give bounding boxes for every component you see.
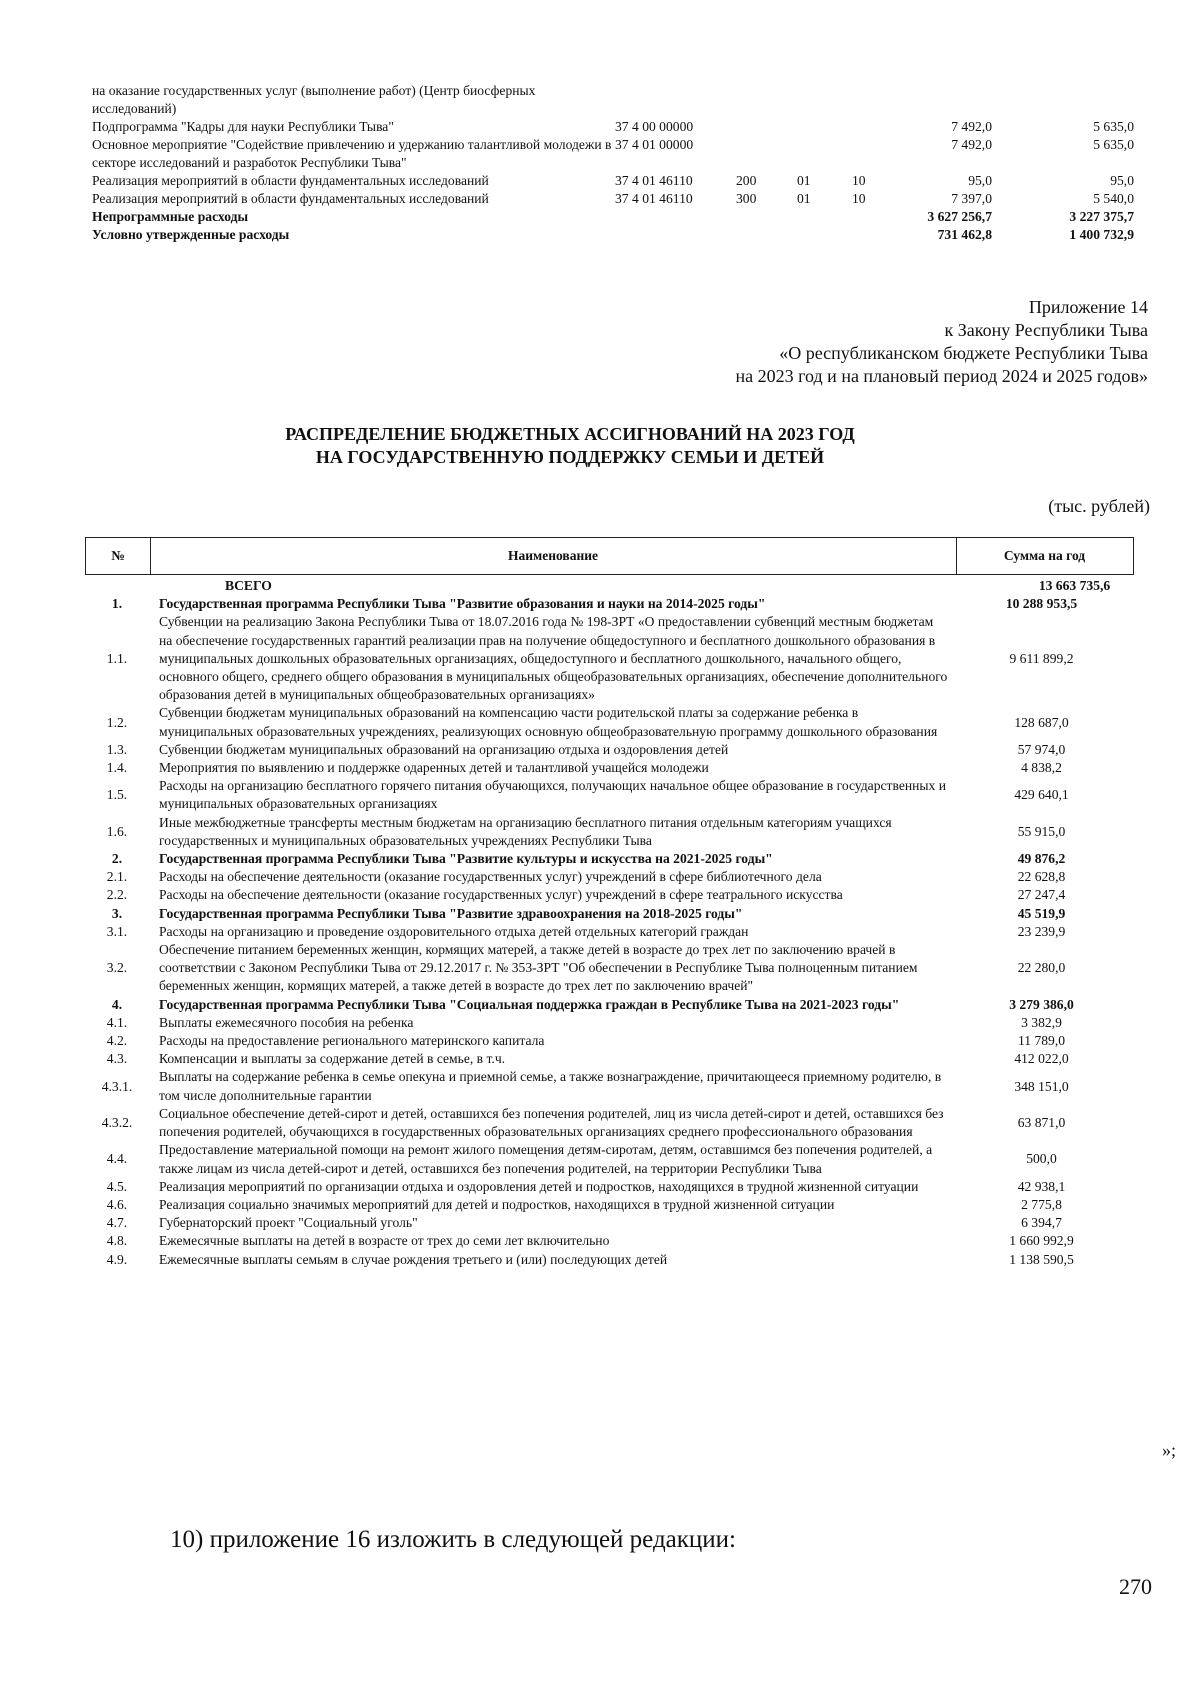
row-pr: 10 bbox=[852, 173, 866, 188]
table-row bbox=[85, 1232, 1134, 1250]
row-name: на оказание государственных услуг (выполнение работ) (Центр биосферных исследований) bbox=[92, 83, 536, 116]
row-amount-2025: 95,0 bbox=[1110, 173, 1134, 188]
header-name: Наименование bbox=[150, 538, 957, 574]
row-amount-2025: 5 635,0 bbox=[1093, 119, 1134, 134]
table-row bbox=[85, 1068, 1134, 1104]
row-name: Расходы на предоставление регионального материнского капитала bbox=[159, 1033, 545, 1049]
row-number bbox=[85, 577, 149, 595]
row-sum: 23 239,9 bbox=[1017, 923, 1066, 939]
continuation-row bbox=[92, 172, 1152, 190]
table-row bbox=[85, 868, 1134, 886]
header-sum: Сумма на год bbox=[1003, 548, 1086, 563]
table-row bbox=[85, 814, 1134, 850]
appendix-line-1: Приложение 14 bbox=[1028, 297, 1148, 317]
row-sum: 2 775,8 bbox=[1021, 1196, 1062, 1212]
row-name: Мероприятия по выявлению и поддержке одаренных детей и талантливой учащейся молодежи bbox=[159, 760, 709, 776]
table-row bbox=[85, 759, 1134, 777]
row-code: 37 4 01 46110 bbox=[615, 191, 693, 206]
row-number: 4.3. bbox=[106, 1051, 128, 1067]
row-sum: 13 663 735,6 bbox=[1038, 578, 1111, 593]
appendix-line-2: к Закону Республики Тыва bbox=[944, 320, 1148, 340]
row-name: Подпрограмма "Кадры для науки Республики Тыва" bbox=[92, 119, 394, 134]
row-number: 4.9. bbox=[106, 1251, 128, 1267]
row-vr: 300 bbox=[736, 191, 757, 206]
row-amount-2025: 5 540,0 bbox=[1093, 191, 1134, 206]
continuation-table bbox=[92, 82, 1152, 244]
row-code: 37 4 00 00000 bbox=[615, 119, 694, 134]
page-number: 270 bbox=[1119, 1574, 1152, 1599]
row-sum: 412 022,0 bbox=[1014, 1051, 1069, 1067]
units-label: (тыс. рублей) bbox=[1048, 496, 1150, 516]
row-rz: 01 bbox=[797, 173, 811, 188]
row-sum: 22 628,8 bbox=[1017, 869, 1066, 885]
table-row bbox=[85, 1050, 1134, 1068]
continuation-row bbox=[92, 190, 1152, 208]
row-amount-2025: 5 635,0 bbox=[1093, 137, 1134, 152]
row-sum: 1 138 590,5 bbox=[1009, 1251, 1074, 1267]
row-rz: 01 bbox=[797, 191, 811, 206]
row-sum: 11 789,0 bbox=[1017, 1033, 1066, 1049]
row-number: 3. bbox=[111, 905, 123, 921]
row-number: 2.2. bbox=[106, 887, 128, 903]
row-name: Компенсации и выплаты за содержание детей в семье, в т.ч. bbox=[159, 1051, 506, 1067]
table-row bbox=[85, 704, 1134, 740]
row-sum: 57 974,0 bbox=[1017, 741, 1066, 757]
continuation-row bbox=[92, 118, 1152, 136]
row-name: Предоставление материальной помощи на ремонт жилого помещения детям-сиротам, детям, оставшимся без попечения родителей, а также лицам из числа детей-сирот и детей, оставшихся без попечения родителей, на территории Республики Тыва bbox=[159, 1142, 933, 1176]
table-header bbox=[85, 537, 1134, 575]
row-number: 1.3. bbox=[106, 741, 128, 757]
table-row bbox=[85, 1014, 1134, 1032]
row-name: Реализация мероприятий в области фундаментальных исследований bbox=[92, 191, 489, 206]
row-amount-2025: 3 227 375,7 bbox=[1069, 209, 1134, 224]
table-row bbox=[85, 905, 1134, 923]
row-name: Выплаты ежемесячного пособия на ребенка bbox=[159, 1014, 414, 1030]
row-number: 1.6. bbox=[106, 823, 128, 839]
row-amount-2024: 3 627 256,7 bbox=[927, 209, 992, 224]
row-name: Социальное обеспечение детей-сирот и детей, оставшихся без попечения родителей, лиц из числа детей-сирот и детей, оставшихся без попечения родителей, обучающихся в государственных образовательных организациях среднего профессионального образования bbox=[159, 1105, 944, 1140]
table-row bbox=[85, 941, 1134, 996]
table-row bbox=[85, 1141, 1134, 1177]
row-vr: 200 bbox=[736, 173, 757, 188]
row-amount-2024: 7 397,0 bbox=[951, 191, 992, 206]
row-number: 4.8. bbox=[106, 1233, 128, 1249]
document-title-line-1: РАСПРЕДЕЛЕНИЕ БЮДЖЕТНЫХ АССИГНОВАНИЙ НА 2023 ГОД bbox=[285, 424, 855, 444]
continuation-row bbox=[92, 136, 1152, 172]
row-name: Субвенции на реализацию Закона Республики Тыва от 18.07.2016 года № 198-ЗРТ «О предоставлении субвенций местным бюджетам на обеспечение государственных гарантий реализации прав на получение общедоступного и бесплатного дошкольного образования в муниципальных дошкольных образовательных организациях, общедоступного и бесплатного дошкольного, начального общего, основного общего, среднего общего образования в муниципальных общеобразовательных организациях, обеспечение дополнительного образования детей в муниципальных общеобразовательных организациях» bbox=[159, 614, 948, 703]
row-number: 4.6. bbox=[106, 1196, 128, 1212]
table-row bbox=[85, 850, 1134, 868]
row-sum: 348 151,0 bbox=[1014, 1078, 1069, 1094]
row-number: 4.2. bbox=[106, 1033, 128, 1049]
row-number: 1.2. bbox=[106, 714, 128, 730]
table-row bbox=[85, 1196, 1134, 1214]
row-number: 4.1. bbox=[106, 1014, 128, 1030]
document-title-line-2: НА ГОСУДАРСТВЕННУЮ ПОДДЕРЖКУ СЕМЬИ И ДЕТЕЙ bbox=[315, 447, 825, 467]
row-name: Непрограммные расходы bbox=[92, 209, 249, 224]
row-name: Государственная программа Республики Тыва "Развитие образования и науки на 2014-2025 годы" bbox=[159, 596, 766, 612]
table-row bbox=[85, 886, 1134, 904]
table-row bbox=[85, 923, 1134, 941]
row-number: 4.5. bbox=[106, 1178, 128, 1194]
row-name: Государственная программа Республики Тыва "Развитие культуры и искусства на 2021-2025 годы" bbox=[159, 851, 773, 867]
row-sum: 9 611 899,2 bbox=[1009, 650, 1074, 666]
row-sum: 49 876,2 bbox=[1017, 851, 1066, 867]
row-sum: 3 382,9 bbox=[1021, 1014, 1062, 1030]
row-number: 1.5. bbox=[106, 787, 128, 803]
continuation-row bbox=[92, 82, 1152, 118]
appendix-header bbox=[588, 296, 1148, 388]
row-name: Губернаторский проект "Социальный уголь" bbox=[159, 1215, 418, 1231]
row-sum: 27 247,4 bbox=[1017, 887, 1066, 903]
row-name: Условно утвержденные расходы bbox=[92, 227, 290, 242]
row-number: 4.3.2. bbox=[101, 1114, 133, 1130]
row-code: 37 4 01 00000 bbox=[615, 137, 694, 152]
row-amount-2024: 731 462,8 bbox=[937, 227, 992, 242]
row-name: Обеспечение питанием беременных женщин, кормящих матерей, а также детей в возрасте до трех лет по заключению врачей в соответствии с Законом Республики Тыва от 29.12.2017 г. № 353-ЗРТ "Об обеспечении в Республике Тыва полноценным питанием беременных женщин, кормящих матерей, а также детей в возрасте до трех лет по заключению врачей" bbox=[159, 942, 918, 994]
table-row bbox=[85, 996, 1134, 1014]
row-name: ВСЕГО bbox=[225, 578, 272, 593]
row-name: Государственная программа Республики Тыва "Социальная поддержка граждан в Республике Тыва на 2021-2023 годы" bbox=[159, 996, 900, 1012]
row-sum: 45 519,9 bbox=[1017, 905, 1066, 921]
row-amount-2024: 7 492,0 bbox=[951, 119, 992, 134]
row-name: Выплаты на содержание ребенка в семье опекуна и приемной семье, а также вознаграждение, причитающееся приемному родителю, в том числе дополнительные гарантии bbox=[159, 1069, 942, 1103]
table-row bbox=[85, 1032, 1134, 1050]
continuation-row bbox=[92, 208, 1152, 226]
row-sum: 10 288 953,5 bbox=[1005, 596, 1078, 612]
table-row bbox=[85, 1214, 1134, 1232]
appendix-line-3: «О республиканском бюджете Республики Тыва bbox=[779, 343, 1148, 363]
table-row bbox=[85, 777, 1134, 813]
table-row bbox=[85, 1178, 1134, 1196]
continuation-row bbox=[92, 226, 1152, 244]
row-name: Расходы на организацию бесплатного горячего питания обучающихся, получающих начальное общее образование в государственных и муниципальных образовательных организациях bbox=[159, 778, 947, 812]
row-name: Расходы на обеспечение деятельности (оказание государственных услуг) учреждений в сфере библиотечного дела bbox=[159, 869, 822, 885]
amendment-text: 10) приложение 16 изложить в следующей редакции: bbox=[170, 1526, 736, 1553]
row-number: 4.3.1. bbox=[101, 1078, 133, 1094]
table-row bbox=[85, 613, 1134, 704]
row-name: Субвенции бюджетам муниципальных образований на организацию отдыха и оздоровления детей bbox=[159, 741, 729, 757]
row-sum: 429 640,1 bbox=[1014, 787, 1069, 803]
table-row bbox=[85, 1251, 1134, 1269]
row-pr: 10 bbox=[852, 191, 866, 206]
row-name: Основное мероприятие "Содействие привлечению и удержанию талантливой молодежи в секторе исследований и разработок Республики Тыва" bbox=[92, 137, 612, 170]
row-name: Иные межбюджетные трансферты местным бюджетам на организацию бесплатного питания отдельным категориям учащихся государственных и муниципальных образовательных учреждениях Республики Тыва bbox=[159, 814, 892, 848]
row-sum: 63 871,0 bbox=[1017, 1114, 1066, 1130]
row-amount-2025: 1 400 732,9 bbox=[1069, 227, 1134, 242]
row-number: 1. bbox=[111, 596, 123, 612]
row-sum: 1 660 992,9 bbox=[1009, 1233, 1074, 1249]
row-number: 3.1. bbox=[106, 923, 128, 939]
table-row bbox=[85, 595, 1134, 613]
row-name: Ежемесячные выплаты семьям в случае рождения третьего и (или) последующих детей bbox=[159, 1251, 668, 1267]
row-name: Реализация мероприятий в области фундаментальных исследований bbox=[92, 173, 489, 188]
appendix-line-4: на 2023 год и на плановый период 2024 и 2025 годов» bbox=[735, 366, 1148, 386]
row-number: 1.1. bbox=[106, 650, 128, 666]
row-name: Государственная программа Республики Тыва "Развитие здравоохранения на 2018-2025 годы" bbox=[159, 905, 743, 921]
row-name: Субвенции бюджетам муниципальных образований на компенсацию части родительской платы за содержание ребенка в муниципальных образовательных учреждениях, реализующих основную общеобразовательную программу дошкольного образования bbox=[159, 705, 938, 739]
row-number: 3.2. bbox=[106, 960, 128, 976]
allocation-table bbox=[85, 577, 1134, 1269]
row-number: 2. bbox=[111, 851, 123, 867]
row-sum: 4 838,2 bbox=[1021, 760, 1062, 776]
row-name: Расходы на организацию и проведение оздоровительного отдыха детей отдельных категорий граждан bbox=[159, 923, 749, 939]
row-code: 37 4 01 46110 bbox=[615, 173, 693, 188]
row-sum: 128 687,0 bbox=[1014, 714, 1069, 730]
row-name: Ежемесячные выплаты на детей в возрасте от трех до семи лет включительно bbox=[159, 1233, 610, 1249]
row-name: Реализация мероприятий по организации отдыха и оздоровления детей и подростков, находящихся в трудной жизненной ситуации bbox=[159, 1178, 919, 1194]
row-sum: 500,0 bbox=[1026, 1151, 1057, 1167]
row-sum: 3 279 386,0 bbox=[1009, 996, 1074, 1012]
row-number: 4. bbox=[111, 996, 123, 1012]
row-name: Расходы на обеспечение деятельности (оказание государственных услуг) учреждений в сфере театрального искусства bbox=[159, 887, 843, 903]
header-number: № bbox=[86, 538, 151, 574]
row-sum: 42 938,1 bbox=[1017, 1178, 1066, 1194]
row-sum: 55 915,0 bbox=[1017, 823, 1066, 839]
row-number: 4.4. bbox=[106, 1151, 128, 1167]
closing-quote: »; bbox=[1162, 1440, 1177, 1460]
row-number: 2.1. bbox=[106, 869, 128, 885]
row-sum: 22 280,0 bbox=[1017, 960, 1066, 976]
row-number: 1.4. bbox=[106, 760, 128, 776]
table-row bbox=[85, 741, 1134, 759]
row-amount-2024: 7 492,0 bbox=[951, 137, 992, 152]
row-sum: 6 394,7 bbox=[1021, 1215, 1062, 1231]
total-row bbox=[85, 577, 1134, 595]
table-row bbox=[85, 1105, 1134, 1141]
row-number: 4.7. bbox=[106, 1215, 128, 1231]
row-name: Реализация социально значимых мероприятий для детей и подростков, находящихся в трудной жизненной ситуации bbox=[159, 1196, 835, 1212]
row-amount-2024: 95,0 bbox=[968, 173, 992, 188]
